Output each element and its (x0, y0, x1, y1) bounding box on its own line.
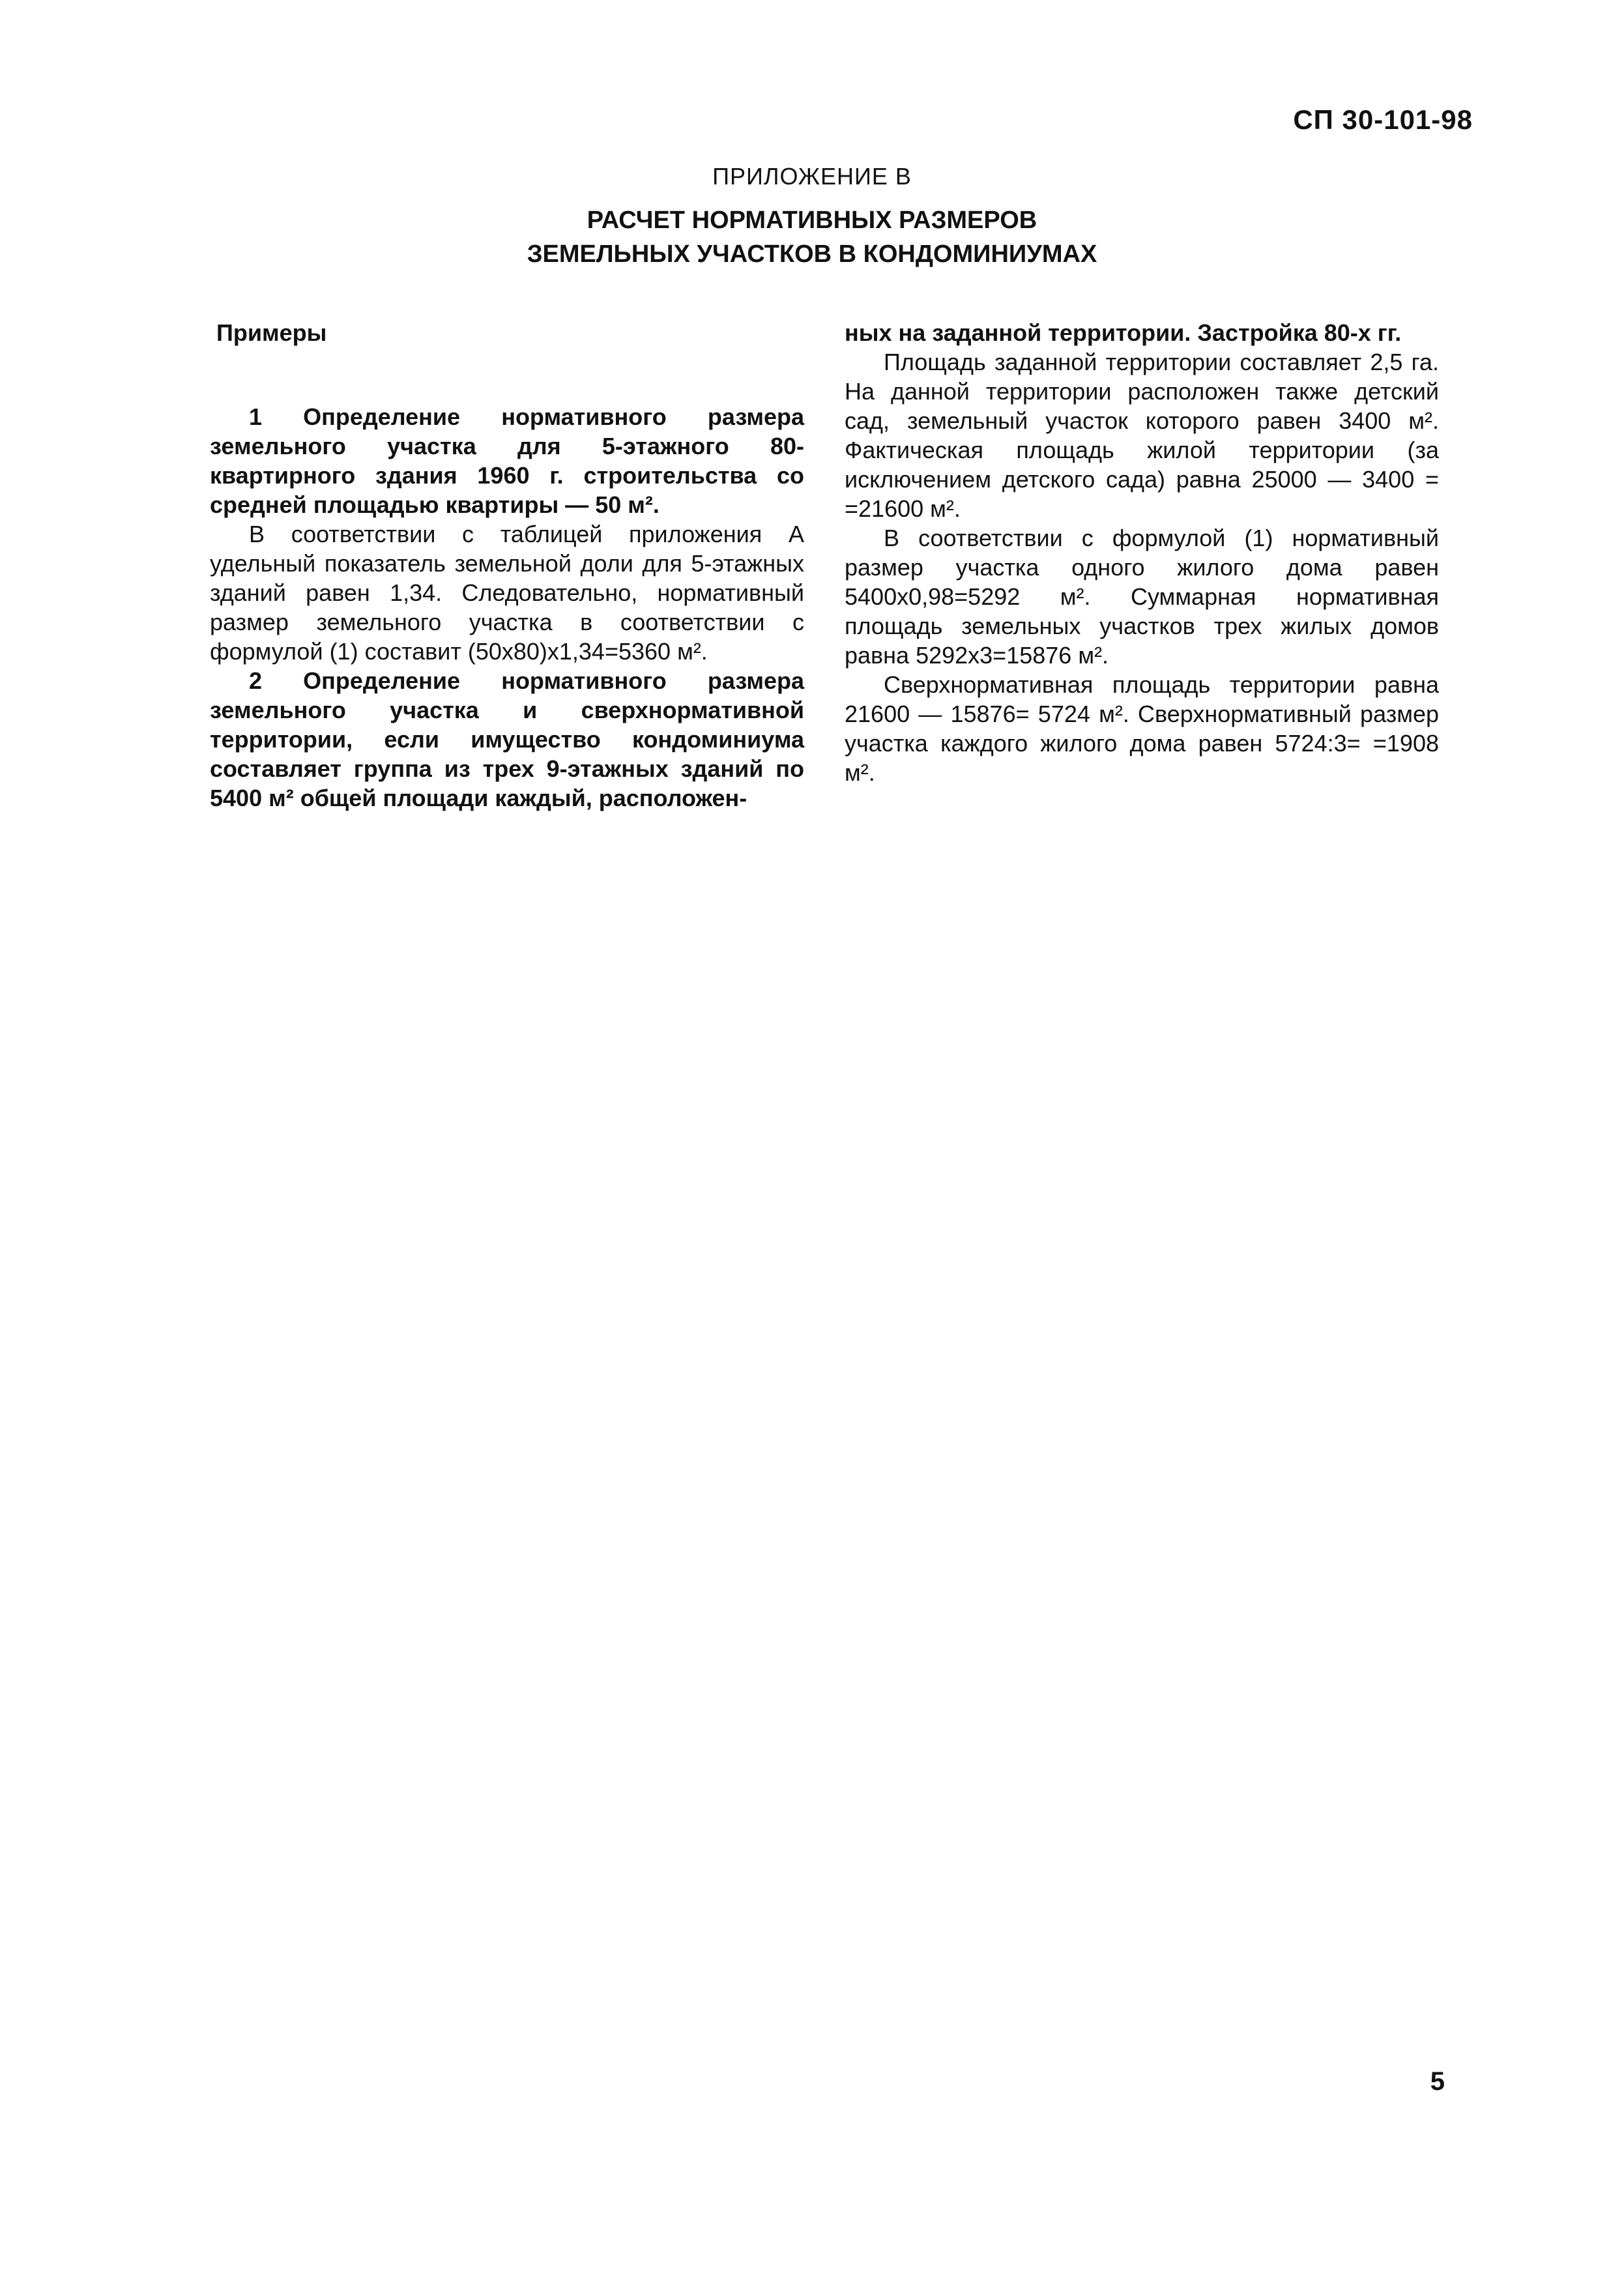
document-code: СП 30-101-98 (1293, 104, 1473, 135)
example-2-title-continued: ных на заданной территории. Застройка 80-х гг. (845, 319, 1402, 346)
example-2-paragraph-2: В соответствии с формулой (1) нормативный размер участка одного жилого дома равен 5400х0,98=5292 м². Суммарная нормативная площадь земельных участков трех жилых домов равна 5292х3=15876 м². (845, 525, 1439, 669)
title-line-1: РАСЧЕТ НОРМАТИВНЫХ РАЗМЕРОВ (587, 207, 1037, 234)
examples-heading: Примеры (216, 319, 327, 346)
example-1-title: 1 Определение нормативного размера земельного участка для 5-этажного 80-квартирного здания 1960 г. строительства со средней площадью квартиры — 50 м². (210, 403, 804, 518)
example-1-text: В соответствии с таблицей приложения А удельный показатель земельной доли для 5-этажных зданий равен 1,34. Следовательно, нормативный размер земельного участка в соответствии с формулой (1) составит (50х80)х1,34=5360 м². (210, 521, 804, 665)
page-title (0, 203, 1624, 271)
example-2-title: 2 Определение нормативного размера земельного участка и сверхнормативной территории, если имущество кондоминиума составляет группа из трех 9-этажных зданий по 5400 м² общей площади каждый, расположен- (210, 667, 804, 811)
example-2-paragraph-3: Сверхнормативная площадь территории равна 21600 — 15876= 5724 м². Сверхнормативный размер участка каждого жилого дома равен 5724:3= =1908 м². (845, 671, 1439, 786)
page-number: 5 (1430, 2067, 1445, 2096)
example-2-paragraph-1: Площадь заданной территории составляет 2,5 га. На данной территории расположен также детский сад, земельный участок которого равен 3400 м². Фактическая площадь жилой территории (за исключением детского сада) равна 25000 — 3400 = =21600 м². (845, 349, 1439, 522)
title-line-2: ЗЕМЕЛЬНЫХ УЧАСТКОВ В КОНДОМИНИУМАХ (527, 240, 1097, 268)
right-column (845, 318, 1439, 787)
appendix-label: ПРИЛОЖЕНИЕ В (712, 163, 912, 190)
left-column (210, 318, 804, 813)
